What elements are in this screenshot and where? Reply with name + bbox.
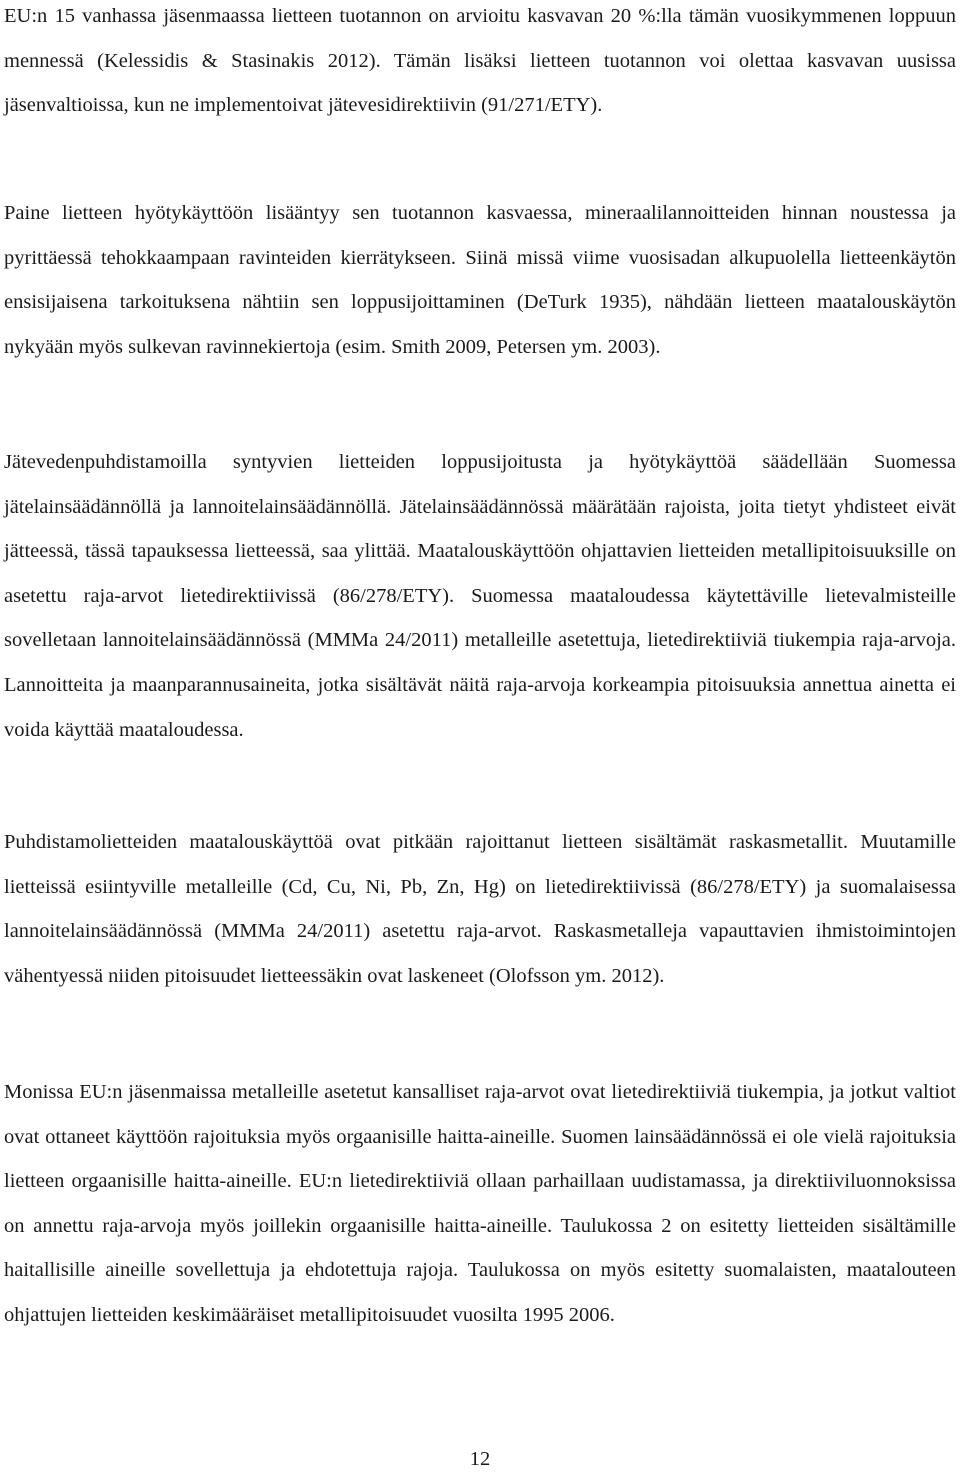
paragraph-sludge-production: EU:n 15 vanhassa jäsenmaassa lietteen tuotannon on arvioitu kasvavan 20 %:lla tämän vuosikymmenen loppuun mennessä (Kelessidis & Stasinakis 2012). Tämän lisäksi lietteen tuotannon voi olettaa kasvavan uusissa jäsenvaltioissa, kun ne implementoivat jätevesidirektiivin (91/271/ETY). <box>4 5 956 117</box>
page-number: 12 <box>469 1448 491 1470</box>
paragraph-sludge-utilization: Paine lietteen hyötykäyttöön lisääntyy sen tuotannon kasvaessa, mineraalilannoitteiden hinnan noustessa ja pyrittäessä tehokkaampaan ravinteiden kierrätykseen. Siinä missä viime vuosisadan alkupuolella lietteenkäytön ensisijaisena tarkoituksena nähtiin sen loppusijoittaminen (DeTurk 1935), nähdään lietteen maatalouskäytön nykyään myös sulkevan ravinnekiertoja (esim. Smith 2009, Petersen ym. 2003). <box>4 202 956 358</box>
paragraph-eu-limits: Monissa EU:n jäsenmaissa metalleille asetetut kansalliset raja-arvot ovat lietedirektiiviä tiukempia, ja jotkut valtiot ovat ottaneet käyttöön rajoituksia myös orgaanisille haitta-aineille. Suomen lainsäädännössä ei ole vielä rajoituksia lietteen orgaanisille haitta-aineille. EU:n lietedirektiiviä ollaan parhaillaan uudistamassa, ja direktiiviluonnoksissa on annettu raja-arvoja myös joillekin orgaanisille haitta-aineille. Taulukossa 2 on esitetty lietteiden sisältämille haitallisille aineille sovellettuja ja ehdotettuja rajoja. Taulukossa on myös esitetty suomalaisten, maatalouteen ohjattujen lietteiden keskimääräiset metallipitoisuudet vuosilta 1995 2006. <box>4 1081 956 1326</box>
paragraph-legislation: Jätevedenpuhdistamoilla syntyvien lietteiden loppusijoitusta ja hyötykäyttöä säädellään Suomessa jätelainsäädännöllä ja lannoitelainsäädännöllä. Jätelainsäädännössä määrätään rajoista, joita tietyt yhdisteet eivät jätteessä, tässä tapauksessa lietteessä, saa ylittää. Maatalouskäyttöön ohjattavien lietteiden metallipitoisuuksille on asetettu raja-arvot lietedirektiivissä (86/278/ETY). Suomessa maataloudessa käytettäville lietevalmisteille sovelletaan lannoitelainsäädännössä (MMMa 24/2011) metalleille asetettuja, lietedirektiiviä tiukempia raja-arvoja. Lannoitteita ja maanparannusaineita, jotka sisältävät näitä raja-arvoja korkeampia pitoisuuksia annettua ainetta ei voida käyttää maataloudessa. <box>4 451 956 741</box>
paragraph-heavy-metals: Puhdistamolietteiden maatalouskäyttöä ovat pitkään rajoittanut lietteen sisältämät raskasmetallit. Muutamille lietteissä esiintyville metalleille (Cd, Cu, Ni, Pb, Zn, Hg) on lietedirektiivissä (86/278/ETY) ja suomalaisessa lannoitelainsäädännössä (MMMa 24/2011) asetettu raja-arvot. Raskasmetalleja vapauttavien ihmistoimintojen vähentyessä niiden pitoisuudet lietteessäkin ovat laskeneet (Olofsson ym. 2012). <box>4 831 956 987</box>
